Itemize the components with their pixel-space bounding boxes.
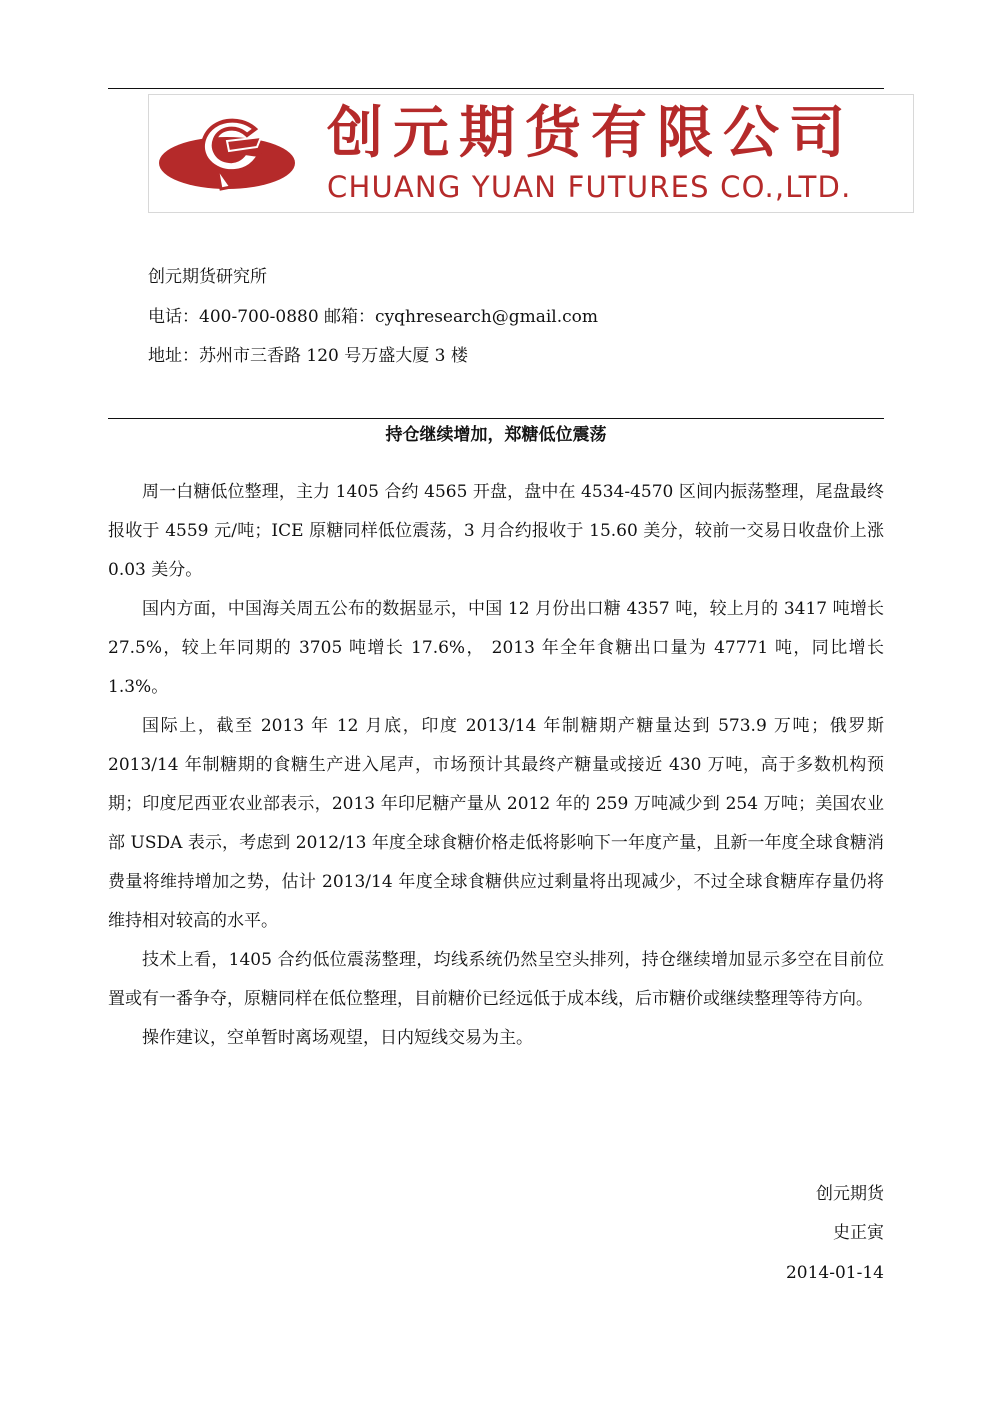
- company-name-chinese: 创元期货有限公司: [327, 101, 855, 166]
- paragraph-advice: 操作建议，空单暂时离场观望，日内短线交易为主。: [142, 1028, 533, 1048]
- header-rule-top: [108, 88, 884, 89]
- contact-address: 地址：苏州市三香路 120 号万盛大厦 3 楼: [148, 346, 468, 366]
- signature-author: 史正寅: [833, 1223, 884, 1243]
- paragraph-market-summary: 周一白糖低位整理，主力 1405 合约 4565 开盘，盘中在 4534-4570 区间内振荡整理，尾盘最终报收于 4559 元/吨；ICE 原糖同样低位震荡，3 月合约报收于 15.60 美分，较前一交易日收盘价上涨 0.03 美分。: [108, 482, 884, 580]
- contact-phone-email: 电话：400-700-0880 邮箱：cyqhresearch@gmail.com: [148, 307, 599, 327]
- company-name-english: CHUANG YUAN FUTURES CO.,LTD.: [327, 170, 852, 204]
- signature-date: 2014-01-14: [785, 1263, 884, 1283]
- report-body: [108, 473, 884, 1058]
- company-emblem-icon: [157, 107, 302, 199]
- paragraph-technical: 技术上看，1405 合约低位震荡整理，均线系统仍然呈空头排列，持仓继续增加显示多空在目前位置或有一番争夺，原糖同样在低位整理，目前糖价已经远低于成本线，后市糖价或继续整理等待方向。: [108, 950, 884, 1009]
- report-title: 持仓继续增加，郑糖低位震荡: [385, 425, 607, 445]
- company-logo-banner: [148, 94, 914, 213]
- paragraph-domestic: 国内方面，中国海关周五公布的数据显示，中国 12 月份出口糖 4357 吨，较上月的 3417 吨增长 27.5%，较上年同期的 3705 吨增长 17.6%， 2013 年全年食糖出口量为 47771 吨，同比增长 1.3%。: [108, 599, 884, 697]
- research-institute-name: 创元期货研究所: [148, 267, 267, 287]
- paragraph-international: 国际上，截至 2013 年 12 月底，印度 2013/14 年制糖期产糖量达到 573.9 万吨；俄罗斯 2013/14 年制糖期的食糖生产进入尾声，市场预计其最终产糖量或接近 430 万吨，高于多数机构预期；印度尼西亚农业部表示，2013 年印尼糖产量从 2012 年的 259 万吨减少到 254 万吨；美国农业部 USDA 表示，考虑到 2012/13 年度全球食糖价格走低将影响下一年度产量，且新一年度全球食糖消费量将维持增加之势，估计 2013/14 年度全球食糖供应过剩量将出现减少，不过全球食糖库存量仍将维持相对较高的水平。: [108, 716, 884, 931]
- signature-company: 创元期货: [816, 1184, 884, 1204]
- section-rule: [108, 418, 884, 419]
